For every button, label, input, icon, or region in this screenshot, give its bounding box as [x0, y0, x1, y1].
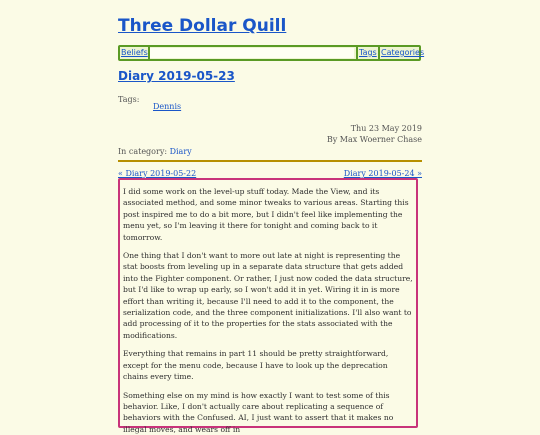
post-paragraph: Something else on my mind is how exactly I want to test some of this behavior. Like, I don't actually care about replicating a sequence of behaviors with the Confused. AI, I just want to assert that it makes no illegal moves, and wears off in	[123, 390, 414, 435]
prev-post-link[interactable]: « Diary 2019-05-22	[118, 168, 196, 179]
post-paragraph: Everything that remains in part 11 should be pretty straightforward, except for the menu code, because I have to look up the deprecation chains every time.	[123, 348, 414, 382]
next-post-link[interactable]: Diary 2019-05-24 »	[344, 168, 422, 179]
post-date: Thu 23 May 2019	[351, 123, 422, 134]
post-title-link[interactable]: Diary 2019-05-23	[118, 69, 235, 83]
search-input[interactable]	[150, 48, 354, 58]
post-paragraph: One thing that I don't want to more out late at night is representing the stat boosts from leveling up in a separate data structure that gets added into the Fighter component. Or rather, I just now coded the data structure, but I'd like to wrap up early, so I won't add it in yet. Wiring it in is more effort than writing it, because I'll need to add it to the component, the serialization code, and the three component initializations. I'll also want to add processing of it to the properties for the stats associated with the modifications.	[123, 250, 414, 341]
nav-bar	[118, 45, 421, 61]
tag-link-dennis[interactable]: Dennis	[153, 101, 181, 112]
nav-divider	[356, 47, 358, 59]
divider-rule	[118, 160, 422, 162]
post-author: By Max Woerner Chase	[327, 134, 422, 145]
category-label: In category:	[118, 147, 167, 156]
site-title-link[interactable]: Three Dollar Quill	[118, 16, 286, 36]
category-link-diary[interactable]: Diary	[170, 147, 192, 156]
post-paragraph: I did some work on the level-up stuff today. Made the View, and its associated method, and some minor tweaks to various areas. Starting this post inspired me to do a bit more, but I didn't feel like implementing the menu yet, so I'm leaving it there for tonight and coming back to it tomorrow.	[123, 186, 414, 243]
nav-beliefs-link[interactable]: Beliefs	[121, 47, 148, 59]
nav-divider	[378, 47, 380, 59]
nav-categories-link[interactable]: Categories	[381, 47, 424, 59]
post-content	[118, 178, 418, 428]
nav-tags-link[interactable]: Tags	[359, 47, 377, 59]
post-category	[118, 146, 192, 157]
tags-label: Tags:	[118, 94, 139, 105]
